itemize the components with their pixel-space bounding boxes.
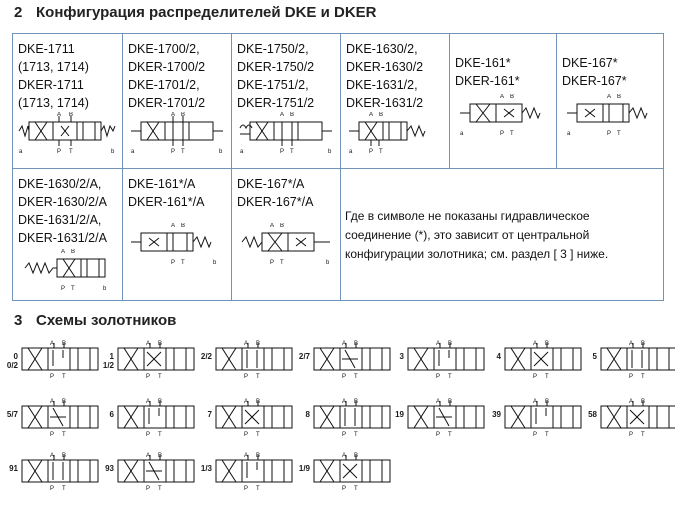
svg-text:A: A (436, 341, 441, 347)
svg-text:P: P (146, 486, 151, 492)
config-label: DKE-1711 (1713, 1714) DKER-1711 (1713, 1714) (18, 42, 89, 110)
svg-text:P: P (50, 486, 55, 492)
svg-text:P: P (146, 432, 151, 438)
svg-text:B: B (256, 399, 261, 405)
spool-symbol (116, 340, 200, 390)
svg-text:P: P (436, 432, 441, 438)
svg-text:b: b (213, 260, 217, 266)
svg-text:A: A (342, 341, 347, 347)
section-2-heading (14, 4, 377, 21)
svg-text:A: A (244, 341, 249, 347)
svg-text:T: T (158, 486, 162, 492)
svg-text:T: T (641, 374, 645, 380)
svg-text:T: T (448, 432, 452, 438)
spool-scheme (100, 398, 210, 450)
spool-symbol (214, 340, 298, 390)
svg-text:a: a (567, 131, 571, 137)
svg-text:T: T (62, 432, 66, 438)
valve-symbol (456, 94, 552, 140)
svg-text:B: B (448, 399, 453, 405)
svg-text:T: T (280, 260, 284, 266)
svg-text:B: B (62, 341, 67, 347)
svg-text:B: B (379, 112, 384, 118)
svg-text:P: P (280, 149, 285, 155)
config-cell-1750 (232, 34, 341, 169)
svg-text:B: B (181, 223, 186, 229)
svg-text:B: B (641, 399, 646, 405)
spool-symbol (116, 398, 200, 448)
spool-code: 5 (592, 352, 597, 361)
valve-symbol (236, 223, 336, 269)
spool-scheme (4, 452, 114, 504)
svg-text:P: P (629, 432, 634, 438)
svg-text:B: B (71, 249, 76, 255)
svg-text:B: B (62, 453, 67, 459)
svg-text:T: T (448, 374, 452, 380)
valve-symbol (127, 223, 227, 269)
svg-text:a: a (349, 149, 353, 155)
spool-code: 1 1/2 (102, 352, 114, 370)
section-2-title: Конфигурация распределителей DKE и DKER (36, 4, 377, 21)
config-label: DKE-1700/2, DKER-1700/2 DKE-1701/2, DKER-1701/2 (128, 42, 206, 110)
spool-code: 1/9 (298, 464, 310, 473)
svg-text:A: A (533, 399, 538, 405)
spool-scheme (487, 340, 597, 392)
svg-text:P: P (171, 149, 176, 155)
config-cell-167-a (232, 169, 341, 301)
svg-text:P: P (171, 260, 176, 266)
svg-text:P: P (342, 374, 347, 380)
spool-symbol (599, 340, 675, 390)
svg-text:T: T (510, 131, 514, 137)
svg-text:B: B (354, 399, 359, 405)
svg-text:B: B (354, 453, 359, 459)
svg-text:A: A (533, 341, 538, 347)
spool-scheme (100, 452, 210, 504)
valve-symbol (17, 112, 119, 158)
spool-code: 58 (588, 410, 597, 419)
svg-text:A: A (146, 341, 151, 347)
config-cell-1630-a (13, 169, 123, 301)
svg-text:P: P (244, 486, 249, 492)
svg-text:P: P (342, 486, 347, 492)
svg-text:T: T (71, 286, 75, 292)
config-label: DKE-1750/2, DKER-1750/2 DKE-1751/2, DKER-1751/2 (237, 42, 315, 110)
spool-code: 2/2 (200, 352, 212, 361)
svg-text:T: T (545, 374, 549, 380)
svg-text:T: T (354, 486, 358, 492)
svg-text:B: B (354, 341, 359, 347)
svg-text:T: T (62, 374, 66, 380)
section-2-number: 2 (14, 4, 23, 21)
svg-text:A: A (50, 341, 55, 347)
svg-text:A: A (342, 399, 347, 405)
config-cell-167 (557, 34, 664, 169)
valve-symbol (563, 94, 659, 140)
svg-text:T: T (354, 374, 358, 380)
spool-code: 19 (395, 410, 404, 419)
svg-text:B: B (641, 341, 646, 347)
svg-text:B: B (69, 112, 74, 118)
spool-code: 4 (496, 352, 501, 361)
svg-text:A: A (171, 223, 176, 229)
svg-text:P: P (57, 149, 62, 155)
svg-text:A: A (369, 112, 374, 118)
svg-text:A: A (171, 112, 176, 118)
svg-text:P: P (146, 374, 151, 380)
svg-text:A: A (629, 341, 634, 347)
svg-text:T: T (256, 486, 260, 492)
config-note-text: Где в символе не показаны гидравлическое соединение (*), это зависит от центральной конфигурации золотника; см. раздел [ 3 ] ниже. (345, 208, 609, 261)
svg-text:a: a (460, 131, 464, 137)
spool-symbol (312, 398, 396, 448)
config-label: DKE-167* DKER-167* (562, 56, 627, 88)
valve-symbol (127, 112, 227, 158)
config-label: DKE-161* DKER-161* (455, 56, 520, 88)
spool-symbol (20, 340, 104, 390)
spool-scheme (4, 340, 114, 392)
svg-text:P: P (50, 374, 55, 380)
svg-text:B: B (181, 112, 186, 118)
svg-text:A: A (607, 94, 612, 100)
spool-symbol (214, 398, 298, 448)
svg-text:b: b (328, 149, 332, 155)
spool-scheme (390, 340, 500, 392)
svg-text:B: B (545, 399, 550, 405)
svg-text:B: B (158, 399, 163, 405)
svg-text:B: B (256, 341, 261, 347)
spool-symbol (599, 398, 675, 448)
svg-text:P: P (61, 286, 66, 292)
valve-symbol (345, 112, 445, 158)
config-label: DKE-1630/2/A, DKER-1630/2/A DKE-1631/2/A, DKER-1631/2/A (18, 177, 107, 245)
svg-text:B: B (158, 453, 163, 459)
svg-text:P: P (244, 432, 249, 438)
spool-code: 2/7 (298, 352, 310, 361)
svg-text:A: A (244, 399, 249, 405)
spool-symbol (214, 452, 298, 502)
svg-text:A: A (146, 399, 151, 405)
svg-text:P: P (533, 374, 538, 380)
spool-code: 93 (105, 464, 114, 473)
svg-text:T: T (379, 149, 383, 155)
svg-text:A: A (146, 453, 151, 459)
svg-text:P: P (50, 432, 55, 438)
valve-symbol (17, 249, 117, 295)
svg-text:T: T (617, 131, 621, 137)
svg-text:T: T (69, 149, 73, 155)
spool-symbol (312, 452, 396, 502)
svg-text:T: T (181, 260, 185, 266)
config-label: DKE-1630/2, DKER-1630/2 DKE-1631/2, DKER-1631/2 (346, 42, 424, 110)
spool-code: 39 (492, 410, 501, 419)
svg-text:A: A (50, 453, 55, 459)
config-cell-1630 (341, 34, 450, 169)
svg-text:P: P (342, 432, 347, 438)
spool-symbol (406, 398, 490, 448)
svg-text:P: P (500, 131, 505, 137)
spool-symbol (312, 340, 396, 390)
svg-text:B: B (158, 341, 163, 347)
svg-text:A: A (50, 399, 55, 405)
svg-text:T: T (290, 149, 294, 155)
config-cell-161-a (123, 169, 232, 301)
svg-text:b: b (326, 260, 330, 266)
config-label: DKE-161*/A DKER-161*/A (128, 177, 205, 209)
svg-text:T: T (354, 432, 358, 438)
svg-text:P: P (270, 260, 275, 266)
svg-text:P: P (607, 131, 612, 137)
spool-code: 7 (207, 410, 212, 419)
svg-text:T: T (641, 432, 645, 438)
svg-text:A: A (61, 249, 66, 255)
svg-text:b: b (111, 149, 115, 155)
spool-symbol (20, 398, 104, 448)
spool-scheme (296, 452, 406, 504)
valve-symbol (236, 112, 336, 158)
section-3-number: 3 (14, 312, 23, 329)
svg-text:a: a (131, 149, 135, 155)
svg-text:B: B (545, 341, 550, 347)
svg-text:A: A (629, 399, 634, 405)
config-cell-1711 (13, 34, 123, 169)
svg-text:a: a (19, 149, 23, 155)
svg-text:B: B (617, 94, 622, 100)
svg-text:P: P (436, 374, 441, 380)
config-note-cell (341, 169, 664, 301)
spool-symbol (116, 452, 200, 502)
svg-text:T: T (545, 432, 549, 438)
svg-text:a: a (240, 149, 244, 155)
svg-text:T: T (256, 432, 260, 438)
spool-code: 5/7 (6, 410, 18, 419)
svg-text:P: P (369, 149, 374, 155)
spool-scheme (4, 398, 114, 450)
svg-text:B: B (256, 453, 261, 459)
svg-text:T: T (62, 486, 66, 492)
svg-text:A: A (500, 94, 505, 100)
svg-text:B: B (290, 112, 295, 118)
spool-symbol (503, 340, 587, 390)
svg-text:b: b (103, 286, 107, 292)
svg-text:B: B (510, 94, 515, 100)
svg-text:B: B (448, 341, 453, 347)
spool-scheme (100, 340, 210, 392)
spool-scheme (390, 398, 500, 450)
spool-scheme (198, 340, 308, 392)
spool-scheme (583, 398, 675, 450)
spool-scheme (583, 340, 675, 392)
config-cell-1700 (123, 34, 232, 169)
config-cell-161 (450, 34, 557, 169)
svg-text:T: T (181, 149, 185, 155)
config-label: DKE-167*/A DKER-167*/A (237, 177, 314, 209)
spool-code: 8 (305, 410, 310, 419)
svg-text:P: P (629, 374, 634, 380)
svg-text:T: T (158, 374, 162, 380)
svg-text:A: A (342, 453, 347, 459)
svg-text:A: A (270, 223, 275, 229)
spool-code: 6 (109, 410, 114, 419)
svg-text:B: B (62, 399, 67, 405)
spool-code: 91 (9, 464, 18, 473)
spool-symbol (20, 452, 104, 502)
spool-symbol (503, 398, 587, 448)
svg-text:B: B (280, 223, 285, 229)
configuration-table (12, 33, 664, 301)
svg-text:A: A (57, 112, 62, 118)
spool-scheme (198, 398, 308, 450)
section-3-heading (14, 312, 176, 329)
svg-text:P: P (533, 432, 538, 438)
svg-text:A: A (436, 399, 441, 405)
svg-text:T: T (256, 374, 260, 380)
spool-code: 0 0/2 (6, 352, 18, 370)
spool-code: 3 (399, 352, 404, 361)
section-3-title: Схемы золотников (36, 312, 177, 329)
svg-text:A: A (244, 453, 249, 459)
spool-code: 1/3 (200, 464, 212, 473)
spool-scheme (198, 452, 308, 504)
svg-text:T: T (158, 432, 162, 438)
svg-text:b: b (219, 149, 223, 155)
svg-text:A: A (280, 112, 285, 118)
spool-symbol (406, 340, 490, 390)
spool-scheme (487, 398, 597, 450)
svg-text:P: P (244, 374, 249, 380)
